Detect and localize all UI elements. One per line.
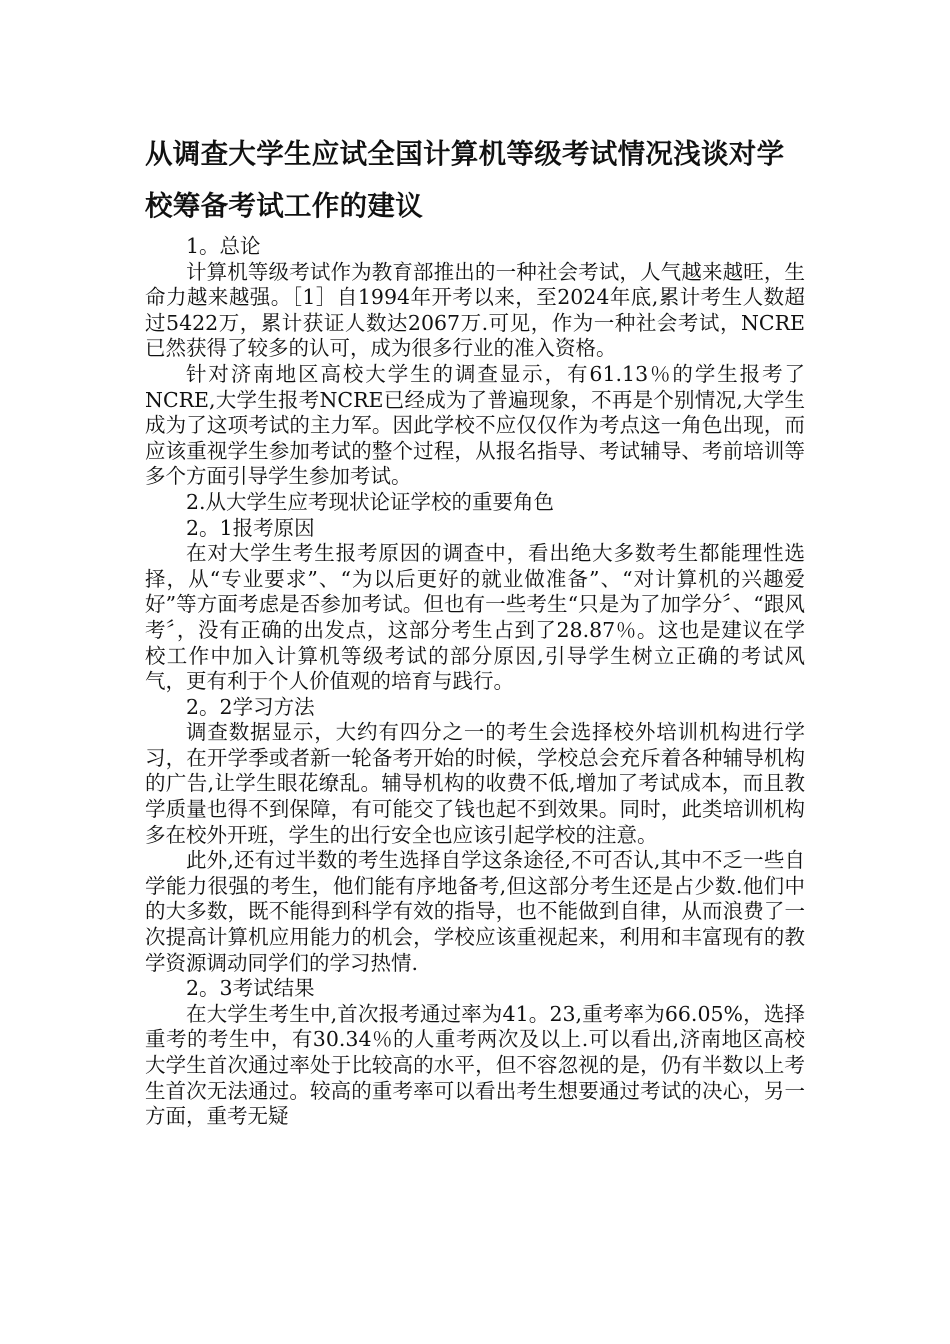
paragraph: 针对济南地区高校大学生的调查显示，有61.13％的学生报考了NCRE,大学生报考NCRE已经成为了普遍现象，不再是个别情况,大学生成为了这项考试的主力军。因此学校不应仅仅作为考点这一角色出现，而应该重视学生参加考试的整个过程，从报名指导、考试辅导、考前培训等多个方面引导学生参加考试。 — [145, 361, 805, 489]
subsection-heading: 2。2学习方法 — [186, 694, 315, 719]
document-title: 从调查大学生应试全国计算机等级考试情况浅谈对学校筹备考试工作的建议 — [145, 138, 785, 222]
section-heading: 2.从大学生应考现状论证学校的重要角色 — [186, 489, 555, 514]
paragraph: 在对大学生考生报考原因的调查中，看出绝大多数考生都能理性选择，从“专业要求”、“为以后更好的就业做准备”、“对计算机的兴趣爱好”等方面考虑是否参加考试。但也有一些考生“只是为了加学分〞、“跟风考〞，没有正确的出发点，这部分考生占到了28.87％。这也是建议在学校工作中加入计算机等级考试的部分原因,引导学生树立正确的考试风气，更有利于个人价值观的培育与践行。 — [145, 541, 805, 694]
subsection-heading: 2。3考试结果 — [186, 976, 315, 1001]
paragraph: 计算机等级考试作为教育部推出的一种社会考试，人气越来越旺，生命力越来越强。［1］自1994年开考以来，至2024年底,累计考生人数超过5422万，累计获证人数达2067万.可见，作为一种社会考试，NCRE已然获得了较多的认可，成为很多行业的准入资格。 — [145, 259, 805, 361]
subsection-heading: 2。1报考原因 — [186, 515, 315, 540]
paragraph: 此外,还有过半数的考生选择自学这条途径,不可否认,其中不乏一些自学能力很强的考生，他们能有序地备考,但这部分考生还是占少数.他们中的大多数，既不能得到科学有效的指导，也不能做到自律，从而浪费了一次提高计算机应用能力的机会，学校应该重视起来，利用和丰富现有的教学资源调动同学们的学习热情. — [145, 848, 805, 975]
document-page — [145, 128, 805, 1130]
paragraph: 调查数据显示，大约有四分之一的考生会选择校外培训机构进行学习，在开学季或者新一轮备考开始的时候，学校总会充斥着各种辅导机构的广告,让学生眼花缭乱。辅导机构的收费不低,增加了考试成本，而且教学质量也得不到保障，有可能交了钱也起不到效果。同时，此类培训机构多在校外开班，学生的出行安全也应该引起学校的注意。 — [145, 720, 805, 847]
section-heading-overview: 1。总论 — [186, 234, 261, 258]
document-body — [145, 234, 805, 1130]
paragraph: 在大学生考生中,首次报考通过率为41。23,重考率为66.05%，选择重考的考生中，有30.34％的人重考两次及以上.可以看出,济南地区高校大学生首次通过率处于比较高的水平，但不容忽视的是，仍有半数以上考生首次无法通过。较高的重考率可以看出考生想要通过考试的决心，另一方面，重考无疑 — [145, 1001, 805, 1129]
